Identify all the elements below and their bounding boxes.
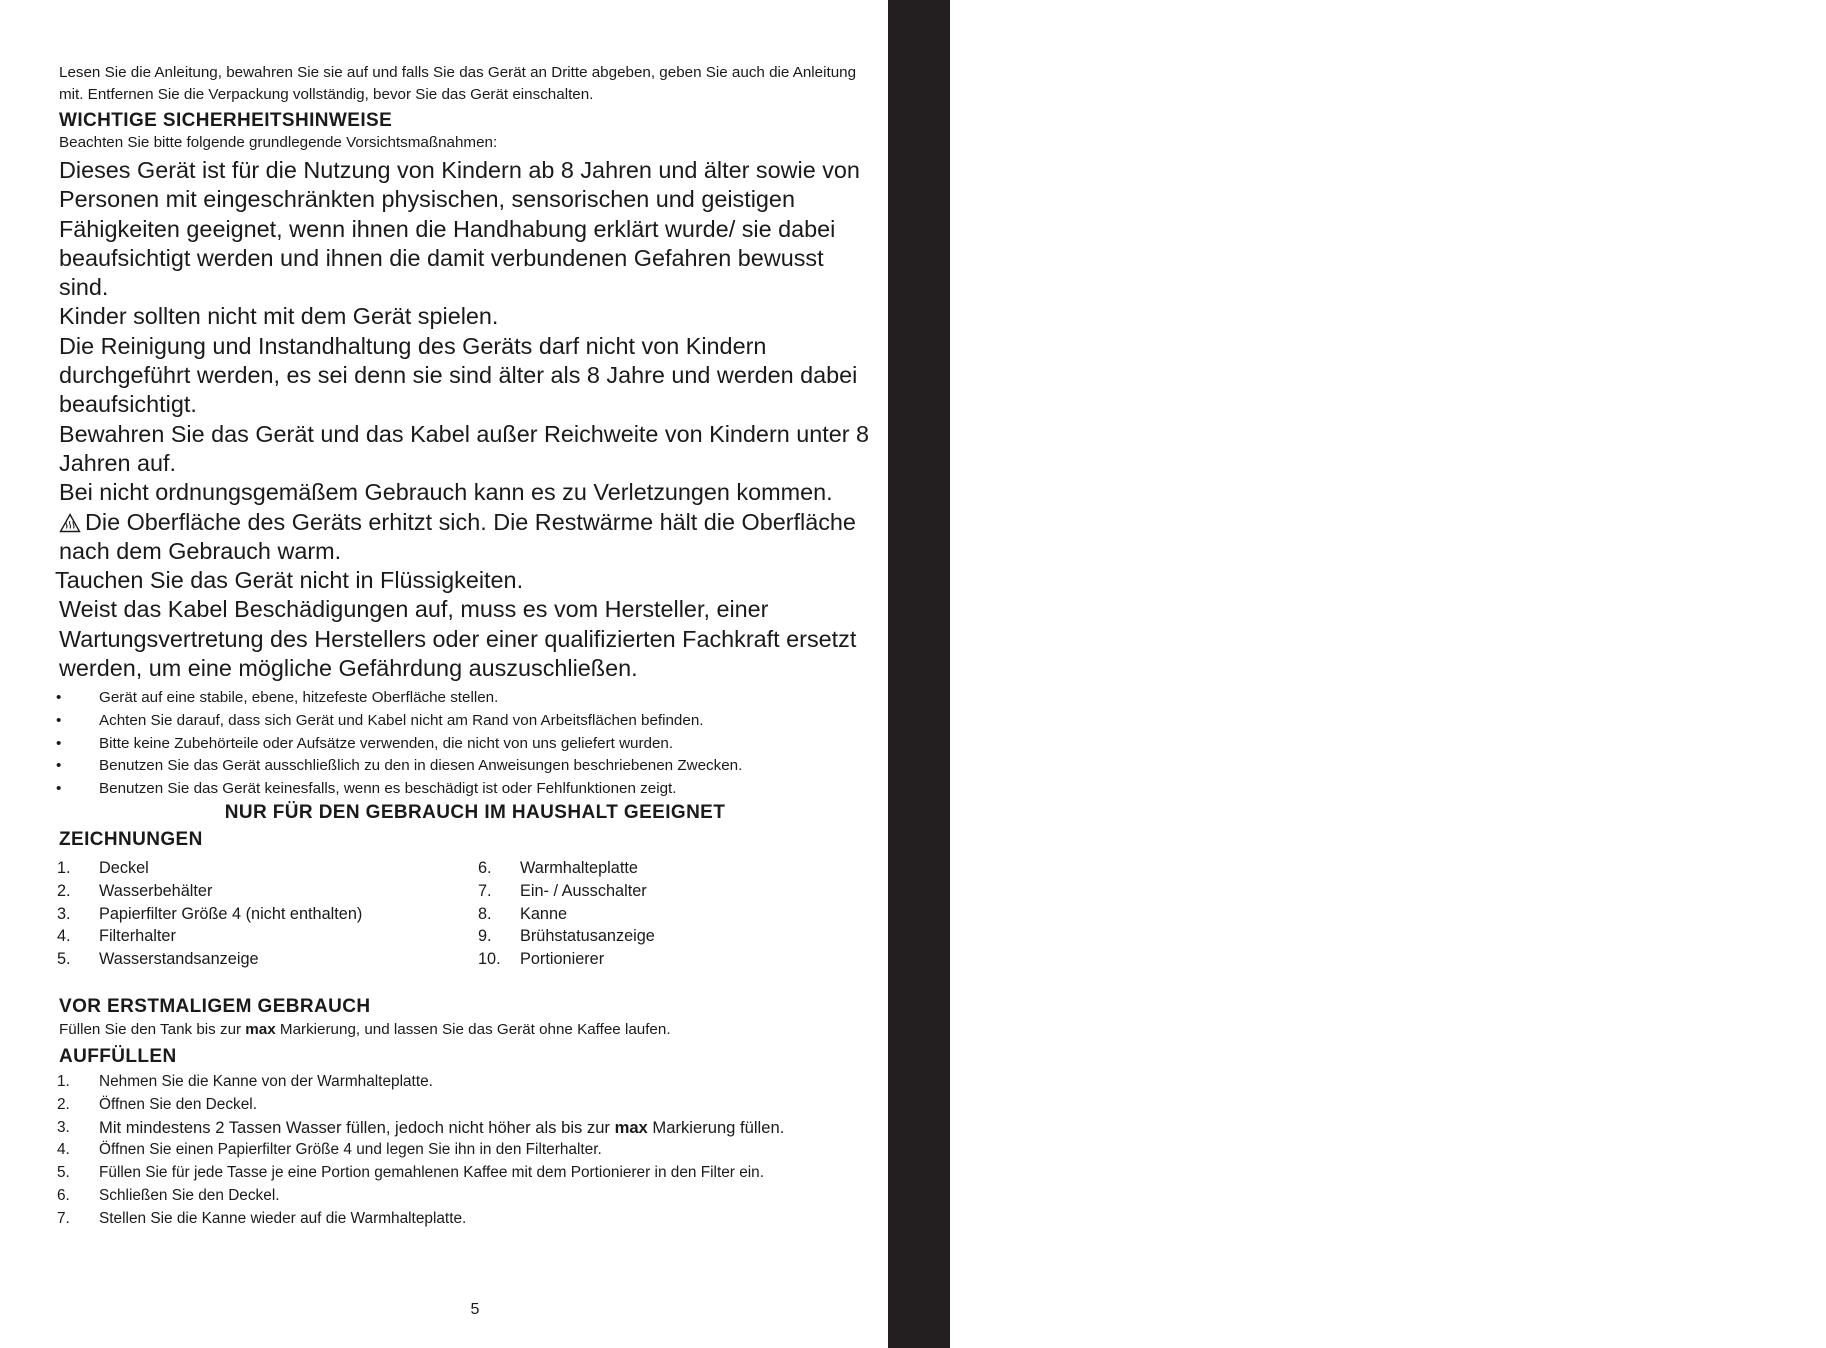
safety-bullet-list	[56, 687, 742, 801]
safety-paragraphs	[55, 156, 879, 683]
safety-paragraph-hot-surface	[59, 508, 879, 567]
intro-text: Lesen Sie die Anleitung, bewahren Sie sie auf und falls Sie das Gerät an Dritte abgeben, geben Sie auch die Anleitung mit. Entfernen Sie die Verpackung vollständig, bevor Sie das Gerät einschalten.	[59, 64, 857, 103]
bullet-symbol: •	[56, 711, 62, 729]
filling-heading: AUFFÜLLEN	[59, 1046, 177, 1067]
step-number: 2.	[57, 1095, 70, 1113]
item-label: Portionierer	[520, 950, 605, 969]
safety-paragraph: Kinder sollten nicht mit dem Gerät spielen.	[59, 303, 499, 330]
item-number: 1.	[57, 859, 71, 877]
item-number: 6.	[478, 859, 492, 877]
list-item	[57, 857, 362, 880]
step-text: Öffnen Sie den Deckel.	[99, 1095, 257, 1113]
item-label: Warmhalteplatte	[520, 859, 638, 877]
sidebar-tab	[888, 0, 1826, 1348]
list-item	[478, 903, 655, 926]
text-segment: Markierung füllen.	[647, 1117, 785, 1137]
text-segment: Füllen Sie den Tank bis zur	[59, 1021, 246, 1038]
safety-paragraph: Weist das Kabel Beschädigungen auf, muss es vom Hersteller, einer Wartungsvertretung des Herstellers oder einer qualifizierten Fachkraft ersetzt werden, um eine mögliche Gefährdung auszuschließen.	[59, 596, 857, 682]
item-label: Ein- / Ausschalter	[520, 881, 647, 900]
max-mark: max	[614, 1117, 648, 1137]
list-item	[57, 1117, 784, 1140]
step-number: 3.	[57, 1118, 70, 1136]
list-item	[56, 778, 742, 801]
step-text: Nehmen Sie die Kanne von der Warmhalteplatte.	[99, 1073, 433, 1090]
step-number: 4.	[57, 1141, 70, 1159]
bullet-text: Benutzen Sie das Gerät ausschließlich zu den in diesen Anweisungen beschriebenen Zwecken.	[99, 757, 743, 775]
sidebar-title: Bedienungsanleitung	[1789, 85, 1826, 399]
bullet-text: Benutzen Sie das Gerät keinesfalls, wenn es beschädigt ist oder Fehlfunktionen zeigt.	[99, 780, 677, 798]
item-label: Wasserbehälter	[99, 881, 213, 900]
item-label: Wasserstandsanzeige	[99, 950, 259, 969]
household-notice: NUR FÜR DEN GEBRAUCH IM HAUSHALT GEEIGNET	[224, 802, 726, 823]
list-item	[57, 1071, 784, 1094]
bullet-symbol: •	[56, 689, 62, 706]
safety-paragraph: Tauchen Sie das Gerät nicht in Flüssigkeiten.	[55, 567, 524, 594]
item-label: Brühstatusanzeige	[520, 927, 655, 946]
item-number: 10.	[478, 950, 501, 969]
item-number: 4.	[57, 927, 71, 946]
list-item	[56, 733, 742, 756]
step-text: Öffnen Sie einen Papierfilter Größe 4 und legen Sie ihn in den Filterhalter.	[99, 1141, 602, 1159]
list-item	[57, 1185, 784, 1208]
list-item	[57, 1208, 784, 1231]
list-item	[57, 925, 362, 948]
text-segment: Markierung, und lassen Sie das Gerät ohne Kaffee laufen.	[275, 1021, 671, 1038]
item-label: Filterhalter	[99, 927, 176, 946]
list-item	[57, 1162, 784, 1185]
step-number: 5.	[57, 1164, 70, 1182]
bullet-symbol: •	[56, 780, 62, 798]
safety-subheading: Beachten Sie bitte folgende grundlegende Vorsichtsmaßnahmen:	[59, 134, 498, 151]
safety-paragraph: Bewahren Sie das Gerät und das Kabel außer Reichweite von Kindern unter 8 Jahren auf.	[59, 420, 870, 476]
step-number: 7.	[57, 1209, 70, 1227]
first-use-text	[59, 1021, 671, 1038]
bullet-text: Gerät auf eine stabile, ebene, hitzefeste Oberfläche stellen.	[99, 689, 499, 706]
drawings-heading: ZEICHNUNGEN	[59, 829, 203, 850]
safety-paragraph: Bei nicht ordnungsgemäßem Gebrauch kann es zu Verletzungen kommen.	[59, 479, 833, 506]
list-item	[57, 1139, 784, 1162]
step-text: Schließen Sie den Deckel.	[99, 1186, 280, 1204]
page-number: 5	[470, 1301, 480, 1318]
step-number: 6.	[57, 1186, 70, 1204]
list-item	[478, 948, 655, 971]
list-item	[56, 755, 742, 778]
item-number: 2.	[57, 881, 71, 900]
item-number: 3.	[57, 904, 71, 923]
list-item	[57, 880, 362, 903]
list-item	[478, 925, 655, 948]
item-label: Kanne	[520, 904, 568, 923]
drawings-list-right	[478, 857, 655, 971]
bullet-symbol: •	[56, 734, 62, 752]
item-label: Papierfilter Größe 4 (nicht enthalten)	[99, 904, 363, 923]
list-item	[56, 687, 742, 710]
step-text: Stellen Sie die Kanne wieder auf die Warmhalteplatte.	[99, 1209, 467, 1227]
step-text: Füllen Sie für jede Tasse je eine Portion gemahlenen Kaffee mit dem Portionierer in den Filter ein.	[99, 1164, 765, 1182]
item-number: 9.	[478, 927, 492, 946]
item-number: 8.	[478, 904, 492, 923]
first-use-heading: VOR ERSTMALIGEM GEBRAUCH	[59, 996, 371, 1017]
safety-heading: WICHTIGE SICHERHEITSHINWEISE	[59, 110, 393, 131]
safety-paragraph: Die Reinigung und Instandhaltung des Geräts darf nicht von Kindern durchgeführt werden, es sei denn sie sind älter als 8 Jahre und werden dabei beaufsichtigt.	[59, 332, 858, 418]
step-number: 1.	[57, 1073, 70, 1090]
bullet-text: Achten Sie darauf, dass sich Gerät und Kabel nicht am Rand von Arbeitsflächen befinden.	[99, 711, 704, 729]
list-item	[57, 1094, 784, 1117]
bullet-symbol: •	[56, 757, 62, 775]
step-text	[99, 1117, 784, 1140]
text-segment: Mit mindestens 2 Tassen Wasser füllen, jedoch nicht höher als bis zur	[99, 1117, 615, 1137]
filling-steps	[57, 1071, 784, 1231]
list-item	[478, 857, 655, 880]
item-label: Deckel	[99, 859, 149, 877]
hot-surface-warning-icon	[59, 513, 81, 533]
list-item	[56, 710, 742, 733]
safety-paragraph-text: Die Oberfläche des Geräts erhitzt sich. Die Restwärme hält die Oberfläche nach dem Gebrauch warm.	[59, 508, 856, 564]
max-mark: max	[245, 1021, 276, 1038]
bullet-text: Bitte keine Zubehörteile oder Aufsätze verwenden, die nicht von uns geliefert wurden.	[99, 734, 674, 752]
drawings-list-left	[57, 857, 362, 971]
list-item	[57, 948, 362, 971]
item-number: 7.	[478, 881, 492, 900]
safety-paragraph: Dieses Gerät ist für die Nutzung von Kindern ab 8 Jahren und älter sowie von Personen mit eingeschränkten physischen, sensorischen und geistigen Fähigkeiten geeignet, wenn ihnen die Handhabung erklärt wurde/ sie dabei beaufsichtigt werden und ihnen die damit verbundenen Gefahren bewusst sind.	[59, 157, 860, 301]
list-item	[478, 880, 655, 903]
list-item	[57, 903, 362, 926]
item-number: 5.	[57, 950, 71, 969]
